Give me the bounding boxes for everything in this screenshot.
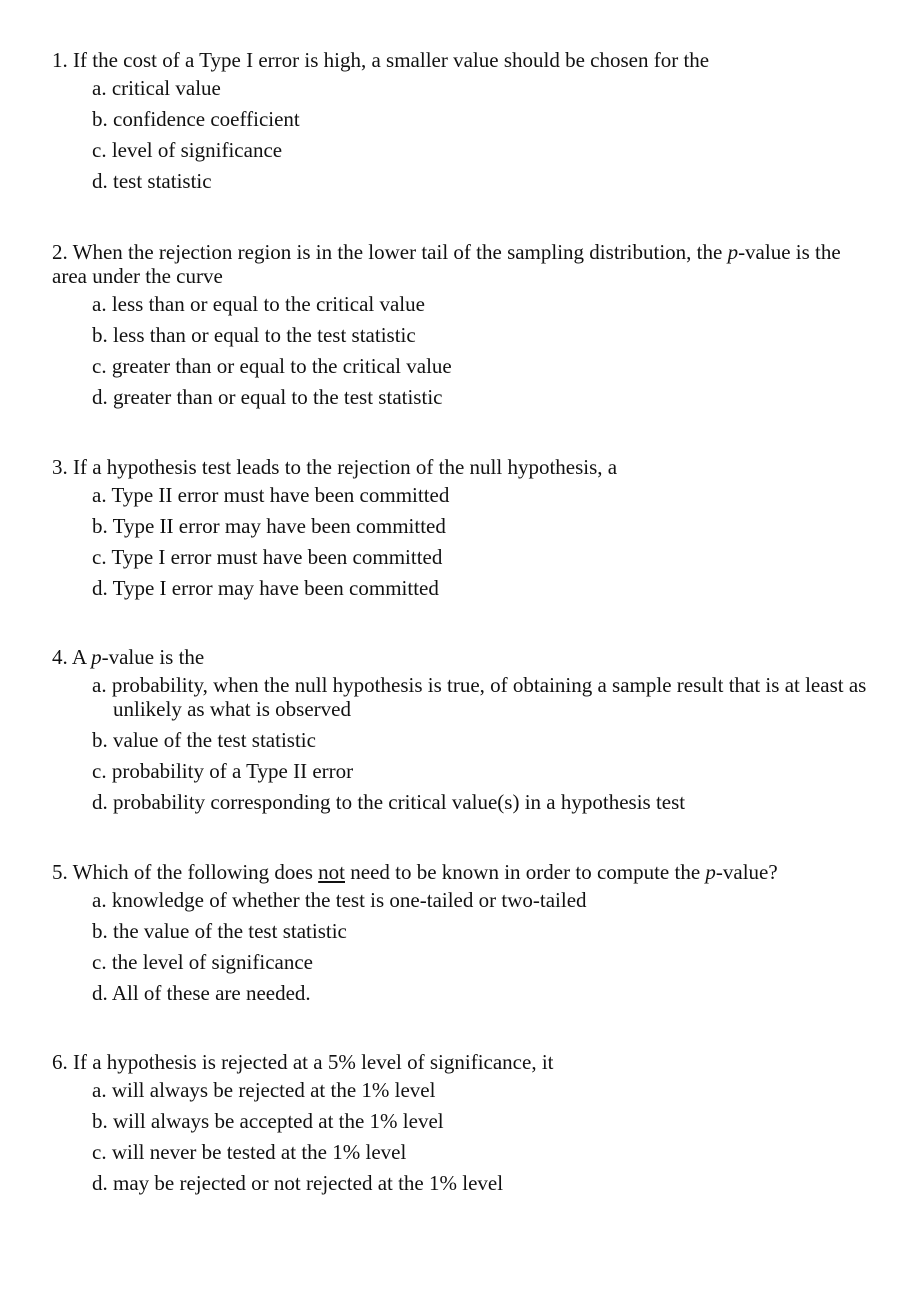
option-letter: c. xyxy=(92,354,107,378)
option-list xyxy=(52,1078,872,1195)
option-letter: b. xyxy=(92,107,108,131)
option-letter: d. xyxy=(92,385,108,409)
question-text: If the cost of a Type I error is high, a smaller value should be chosen for the xyxy=(73,48,710,72)
option-text: All of these are needed. xyxy=(111,981,311,1005)
option-a[interactable] xyxy=(52,76,872,100)
question-number: 1. xyxy=(52,48,68,72)
option-d[interactable] xyxy=(52,1171,872,1195)
question-text-after: -value? xyxy=(715,860,778,884)
underlined-word: not xyxy=(318,860,345,884)
option-letter: d. xyxy=(92,169,108,193)
question-stem xyxy=(52,455,872,479)
option-letter: a. xyxy=(92,673,107,697)
option-letter: b. xyxy=(92,919,108,943)
option-text: the value of the test statistic xyxy=(113,919,347,943)
option-letter: a. xyxy=(92,292,107,316)
option-letter: b. xyxy=(92,323,108,347)
option-b[interactable] xyxy=(52,514,872,538)
option-text: critical value xyxy=(111,76,221,100)
option-d[interactable] xyxy=(52,169,872,193)
option-c[interactable] xyxy=(52,545,872,569)
question-text-before: When the rejection region is in the lower tail of the sampling distribution, the xyxy=(72,240,728,264)
option-b[interactable] xyxy=(52,323,872,347)
question-5 xyxy=(52,860,872,1012)
question-number: 5. xyxy=(52,860,68,884)
option-list xyxy=(52,76,872,193)
option-text: probability, when the null hypothesis is true, of obtaining a sample result that is at least as unlikely as what is observed xyxy=(111,673,867,721)
option-text: level of significance xyxy=(111,138,283,162)
question-text-after: -value is the area under the curve xyxy=(52,240,841,288)
p-symbol: p xyxy=(91,645,102,669)
option-letter: a. xyxy=(92,1078,107,1102)
option-list xyxy=(52,483,872,600)
option-letter: c. xyxy=(92,759,107,783)
option-text: Type I error must have been committed xyxy=(111,545,443,569)
option-a[interactable] xyxy=(52,888,872,912)
option-text: the level of significance xyxy=(111,950,313,974)
option-text: probability corresponding to the critical value(s) in a hypothesis test xyxy=(113,790,686,814)
option-letter: c. xyxy=(92,950,107,974)
option-letter: c. xyxy=(92,545,107,569)
option-text: less than or equal to the test statistic xyxy=(113,323,416,347)
question-6 xyxy=(52,1050,872,1202)
question-stem xyxy=(52,645,872,669)
option-letter: b. xyxy=(92,514,108,538)
option-b[interactable] xyxy=(52,919,872,943)
option-text: greater than or equal to the test statistic xyxy=(113,385,443,409)
option-text: probability of a Type II error xyxy=(111,759,354,783)
option-text: may be rejected or not rejected at the 1% level xyxy=(113,1171,504,1195)
question-stem xyxy=(52,48,872,72)
option-text: Type II error must have been committed xyxy=(111,483,450,507)
question-1 xyxy=(52,48,872,200)
option-letter: b. xyxy=(92,728,108,752)
option-text: will always be rejected at the 1% level xyxy=(111,1078,436,1102)
question-text-after: -value is the xyxy=(101,645,205,669)
option-letter: c. xyxy=(92,1140,107,1164)
option-c[interactable] xyxy=(52,950,872,974)
question-stem xyxy=(52,240,872,288)
question-stem xyxy=(52,860,872,884)
option-c[interactable] xyxy=(52,1140,872,1164)
question-number: 4. xyxy=(52,645,68,669)
option-letter: d. xyxy=(92,981,108,1005)
option-d[interactable] xyxy=(52,576,872,600)
option-a[interactable] xyxy=(52,673,872,721)
option-a[interactable] xyxy=(52,292,872,316)
option-text: test statistic xyxy=(113,169,212,193)
option-text: less than or equal to the critical value xyxy=(111,292,425,316)
option-letter: a. xyxy=(92,76,107,100)
option-list xyxy=(52,888,872,1005)
option-c[interactable] xyxy=(52,354,872,378)
question-text: If a hypothesis test leads to the rejection of the null hypothesis, a xyxy=(73,455,618,479)
p-symbol: p xyxy=(705,860,716,884)
question-stem xyxy=(52,1050,872,1074)
option-letter: b. xyxy=(92,1109,108,1133)
question-number: 2. xyxy=(52,240,68,264)
option-text: knowledge of whether the test is one-tailed or two-tailed xyxy=(111,888,587,912)
option-text: value of the test statistic xyxy=(113,728,316,752)
question-number: 6. xyxy=(52,1050,68,1074)
option-text: greater than or equal to the critical value xyxy=(111,354,452,378)
option-c[interactable] xyxy=(52,138,872,162)
option-text: Type I error may have been committed xyxy=(112,576,439,600)
option-b[interactable] xyxy=(52,1109,872,1133)
question-text-before: Which of the following does xyxy=(72,860,319,884)
option-text: Type II error may have been committed xyxy=(112,514,446,538)
option-letter: d. xyxy=(92,1171,108,1195)
option-a[interactable] xyxy=(52,1078,872,1102)
option-letter: a. xyxy=(92,888,107,912)
option-d[interactable] xyxy=(52,385,872,409)
option-d[interactable] xyxy=(52,790,872,814)
option-letter: a. xyxy=(92,483,107,507)
question-text-before: A xyxy=(71,645,92,669)
option-list xyxy=(52,292,872,409)
question-3 xyxy=(52,455,872,607)
option-text: confidence coefficient xyxy=(113,107,300,131)
option-a[interactable] xyxy=(52,483,872,507)
option-letter: d. xyxy=(92,790,108,814)
option-list xyxy=(52,673,872,814)
option-b[interactable] xyxy=(52,728,872,752)
question-number: 3. xyxy=(52,455,68,479)
question-2 xyxy=(52,240,872,416)
option-b[interactable] xyxy=(52,107,872,131)
option-letter: c. xyxy=(92,138,107,162)
question-text-middle: need to be known in order to compute the xyxy=(345,860,706,884)
option-text: will always be accepted at the 1% level xyxy=(113,1109,444,1133)
option-letter: d. xyxy=(92,576,108,600)
question-4 xyxy=(52,645,872,821)
option-d[interactable] xyxy=(52,981,872,1005)
option-text: will never be tested at the 1% level xyxy=(111,1140,407,1164)
option-c[interactable] xyxy=(52,759,872,783)
p-symbol: p xyxy=(727,240,739,264)
question-text: If a hypothesis is rejected at a 5% level of significance, it xyxy=(73,1050,554,1074)
